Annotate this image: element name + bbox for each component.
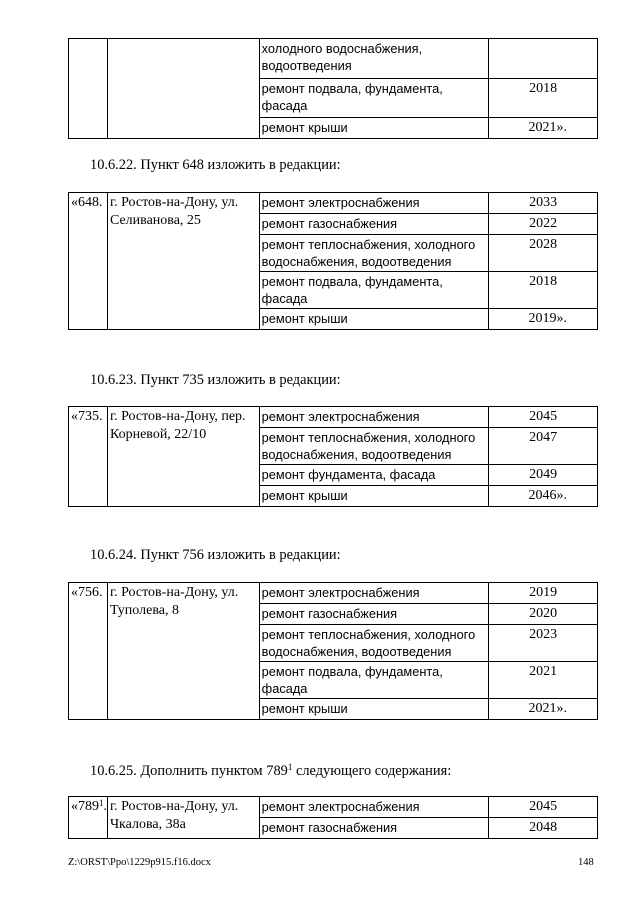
year-cell: 2021».	[489, 118, 598, 139]
work-cell: ремонт электроснабжения	[259, 193, 489, 214]
item-number-dot: .	[103, 799, 107, 814]
paragraph-item-735: 10.6.23. Пункт 735 изложить в редакции:	[90, 372, 341, 388]
table-row	[69, 583, 598, 604]
table-continuation	[68, 38, 598, 139]
year-cell: 2018	[489, 272, 598, 309]
item-number: «648.	[69, 193, 108, 330]
work-cell: ремонт подвала, фундамента, фасада	[259, 272, 489, 309]
table-row	[69, 407, 598, 428]
table-item-735	[68, 406, 598, 507]
year-cell: 2023	[489, 625, 598, 662]
year-cell: 2045	[489, 797, 598, 818]
work-cell: ремонт крыши	[259, 309, 489, 330]
work-cell: ремонт крыши	[259, 486, 489, 507]
footer-page-number: 148	[578, 857, 594, 868]
work-cell: ремонт теплоснабжения, холодного водоснабжения, водоотведения	[259, 625, 489, 662]
year-cell: 2019	[489, 583, 598, 604]
work-cell: холодного водоснабжения, водоотведения	[259, 39, 489, 79]
address-cell	[107, 39, 259, 139]
year-cell: 2048	[489, 818, 598, 839]
paragraph-text: 10.6.25. Дополнить пунктом 789	[90, 763, 288, 779]
year-cell: 2019».	[489, 309, 598, 330]
work-cell: ремонт электроснабжения	[259, 583, 489, 604]
year-cell: 2021».	[489, 699, 598, 720]
footer-file-path: Z:\ORST\Ppo\1229p915.f16.docx	[68, 857, 211, 868]
year-cell: 2047	[489, 428, 598, 465]
year-cell: 2020	[489, 604, 598, 625]
work-cell: ремонт электроснабжения	[259, 797, 489, 818]
work-cell: ремонт газоснабжения	[259, 214, 489, 235]
table-item-789-1	[68, 796, 598, 839]
year-cell: 2021	[489, 662, 598, 699]
table-row	[69, 39, 598, 79]
work-cell: ремонт подвала, фундамента, фасада	[259, 662, 489, 699]
item-number-text: «789	[71, 799, 99, 814]
work-cell: ремонт газоснабжения	[259, 818, 489, 839]
superscript: 1	[99, 798, 104, 808]
work-cell: ремонт фундамента, фасада	[259, 465, 489, 486]
superscript: 1	[287, 762, 293, 772]
table-item-756	[68, 582, 598, 720]
paragraph-item-756: 10.6.24. Пункт 756 изложить в редакции:	[90, 547, 341, 563]
year-cell: 2049	[489, 465, 598, 486]
work-cell: ремонт электроснабжения	[259, 407, 489, 428]
year-cell	[489, 39, 598, 79]
year-cell: 2028	[489, 235, 598, 272]
number-cell	[69, 39, 108, 139]
table-row	[69, 193, 598, 214]
paragraph-item-789-1	[90, 762, 451, 780]
work-cell: ремонт крыши	[259, 699, 489, 720]
work-cell: ремонт крыши	[259, 118, 489, 139]
year-cell: 2022	[489, 214, 598, 235]
work-cell: ремонт теплоснабжения, холодного водоснабжения, водоотведения	[259, 428, 489, 465]
year-cell: 2046».	[489, 486, 598, 507]
address-cell: г. Ростов-на-Дону, ул. Селиванова, 25	[107, 193, 259, 330]
year-cell: 2045	[489, 407, 598, 428]
item-number	[69, 797, 108, 839]
year-cell: 2033	[489, 193, 598, 214]
item-number: «756.	[69, 583, 108, 720]
address-cell: г. Ростов-на-Дону, ул. Чкалова, 38а	[107, 797, 259, 839]
paragraph-item-648: 10.6.22. Пункт 648 изложить в редакции:	[90, 157, 341, 173]
address-cell: г. Ростов-на-Дону, пер. Корневой, 22/10	[107, 407, 259, 507]
address-cell: г. Ростов-на-Дону, ул. Туполева, 8	[107, 583, 259, 720]
paragraph-text: следующего содержания:	[292, 763, 452, 779]
item-number: «735.	[69, 407, 108, 507]
work-cell: ремонт подвала, фундамента, фасада	[259, 79, 489, 118]
work-cell: ремонт газоснабжения	[259, 604, 489, 625]
table-row	[69, 797, 598, 818]
work-cell: ремонт теплоснабжения, холодного водоснабжения, водоотведения	[259, 235, 489, 272]
year-cell: 2018	[489, 79, 598, 118]
table-item-648	[68, 192, 598, 330]
